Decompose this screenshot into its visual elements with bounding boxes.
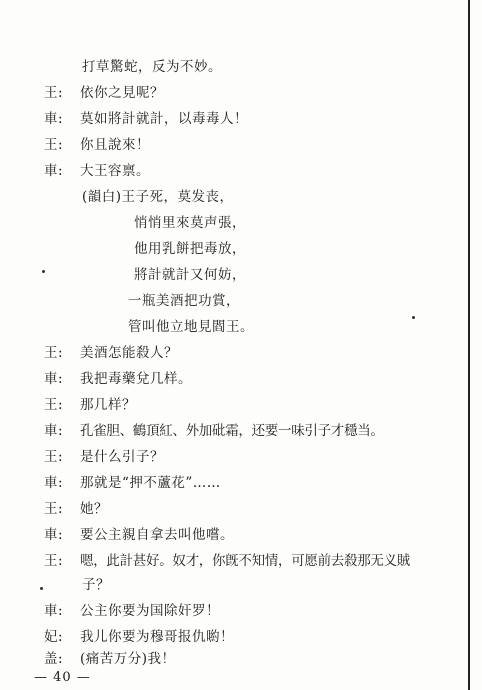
line-text: 我把毒藥兌几样。: [80, 371, 192, 387]
line-text: 我儿你要为穆哥报仇喲！: [80, 629, 234, 645]
speaker-label: 車:: [44, 475, 64, 491]
line-text: 莫如將計就計，以毒毒人！: [80, 111, 248, 127]
ink-speck: [40, 587, 43, 590]
line-text: 大王容禀。: [80, 163, 150, 179]
speaker-label: 妃:: [44, 629, 64, 645]
speaker-label: 王:: [44, 85, 64, 101]
speaker-label: 盖:: [44, 651, 64, 667]
line-text: 公主你要为国除奸罗！: [80, 603, 220, 619]
speaker-label: 王:: [44, 553, 64, 569]
line-text: 悄悄里來莫声張，: [134, 215, 246, 231]
line-text: 美酒怎能殺人？: [80, 345, 178, 361]
line-text: 她？: [80, 501, 108, 517]
ink-speck: [42, 270, 45, 273]
line-text: 他用乳餅把毒放，: [134, 241, 246, 257]
speaker-label: 車:: [44, 603, 64, 619]
line-text: (韻白)王子死，莫发丧，: [82, 189, 234, 205]
speaker-label: 王:: [44, 137, 64, 153]
line-text: 子？: [82, 577, 110, 593]
ink-speck: [412, 316, 415, 319]
speaker-label: 車:: [44, 423, 64, 439]
speaker-label: 王:: [44, 345, 64, 361]
speaker-label: 車:: [44, 111, 64, 127]
line-text: 一瓶美酒把功賞，: [128, 293, 240, 309]
line-text: 依你之見呢？: [80, 85, 164, 101]
speaker-label: 車:: [44, 527, 64, 543]
line-text: (痛苦万分)我！: [80, 651, 176, 667]
line-text: 嗯，此計甚好。奴才，你旣不知情，可愿前去殺那无义賊: [80, 553, 410, 569]
line-text: 是什么引子？: [80, 449, 164, 465]
speaker-label: 車:: [44, 371, 64, 387]
line-text: 管叫他立地見閻王。: [128, 319, 254, 335]
speaker-label: 王:: [44, 449, 64, 465]
speaker-label: 車:: [44, 163, 64, 179]
line-text: 將計就計又何妨，: [134, 267, 246, 283]
speaker-label: 王:: [44, 501, 64, 517]
line-text: 打草驚蛇，反为不妙。: [82, 59, 222, 75]
page-number: — 40 —: [34, 670, 91, 685]
speaker-label: 王:: [44, 397, 64, 413]
line-text: 你且說來！: [80, 137, 150, 153]
page-edge-line: [468, 0, 470, 690]
line-text: 孔雀胆、鶴頂紅、外加砒霜，还要一味引子才穩当。: [80, 423, 384, 439]
line-text: 那几样？: [80, 397, 136, 413]
line-text: 那就是“押不蘆花”……: [80, 475, 221, 491]
line-text: 要公主親自拿去叫他嚐。: [80, 527, 234, 543]
